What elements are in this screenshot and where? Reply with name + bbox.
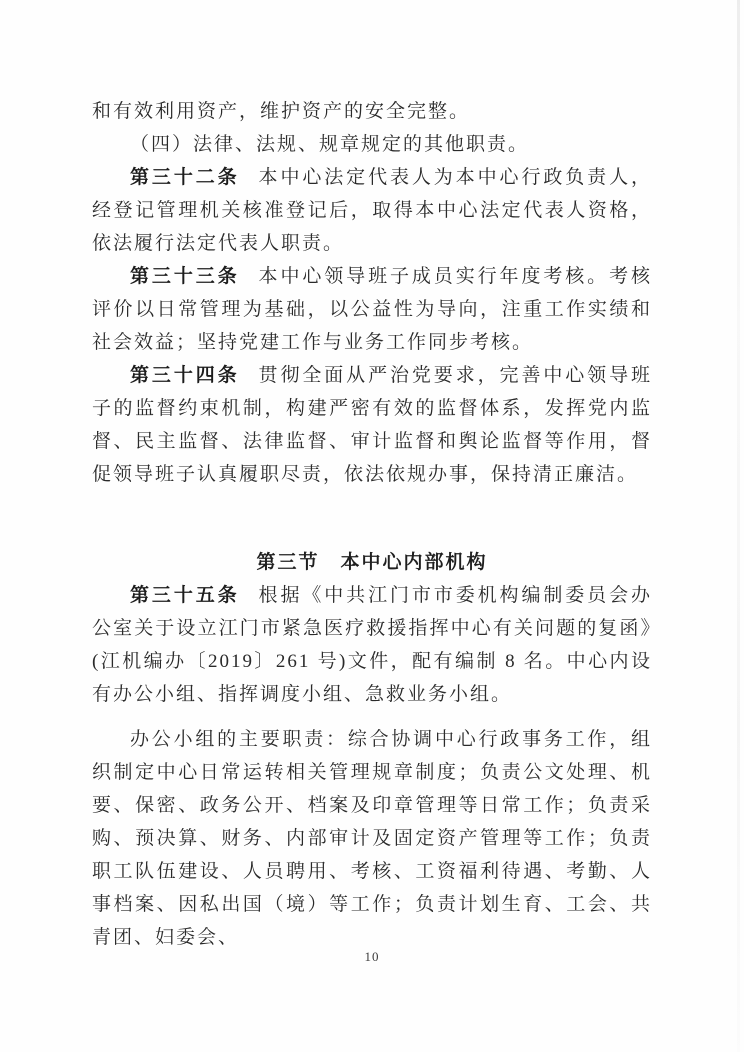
paragraph-continuation: 和有效利用资产，维护资产的安全完整。 <box>92 101 471 122</box>
paragraph-article-35 <box>92 579 652 711</box>
article-32-text: 本中心法定代表人为本中心行政负责人，经登记管理机关核准登记后，取得本中心法定代表人资格，依法履行法定代表人职责。 <box>92 167 652 254</box>
paragraph-article-32 <box>92 161 652 260</box>
article-34-number: 第三十四条 <box>130 365 240 386</box>
article-33-text: 本中心领导班子成员实行年度考核。考核评价以日常管理为基础，以公益性为导向，注重工作实绩和社会效益；坚持党建工作与业务工作同步考核。 <box>92 266 652 353</box>
scan-edge-artifact <box>737 0 740 1052</box>
paragraph-office-group-duties: 办公小组的主要职责：综合协调中心行政事务工作，组织制定中心日常运转相关管理规章制度；负责公文处理、机要、保密、政务公开、档案及印章管理等日常工作；负责采购、预决算、财务、内部审计及固定资产管理等工作；负责职工队伍建设、人员聘用、考核、工资福利待遇、考勤、人事档案、因私出国（境）等工作；负责计划生育、工会、共青团、妇委会、 <box>92 729 652 948</box>
paragraph-clause-4: （四）法律、法规、规章规定的其他职责。 <box>130 134 530 155</box>
article-32-number: 第三十二条 <box>130 167 240 188</box>
document-content <box>92 95 652 954</box>
article-35-text: 根据《中共江门市市委机构编制委员会办公室关于设立江门市紧急医疗救援指挥中心有关问题的复函》(江机编办〔2019〕261 号)文件，配有编制 8 名。中心内设有办公小组、指挥调度小组、急救业务小组。 <box>92 585 652 705</box>
page-number: 10 <box>364 949 380 964</box>
article-35-number: 第三十五条 <box>130 585 240 606</box>
article-34-text: 贯彻全面从严治党要求，完善中心领导班子的监督约束机制，构建严密有效的监督体系，发挥党内监督、民主监督、法律监督、审计监督和舆论监督等作用，督促领导班子认真履职尽责，依法依规办事，保持清正廉洁。 <box>92 365 652 485</box>
section-3-heading: 第三节 本中心内部机构 <box>256 552 488 573</box>
paragraph-article-33 <box>92 260 652 359</box>
paragraph-article-34 <box>92 359 652 491</box>
article-33-number: 第三十三条 <box>130 266 240 287</box>
page-footer <box>0 948 744 966</box>
